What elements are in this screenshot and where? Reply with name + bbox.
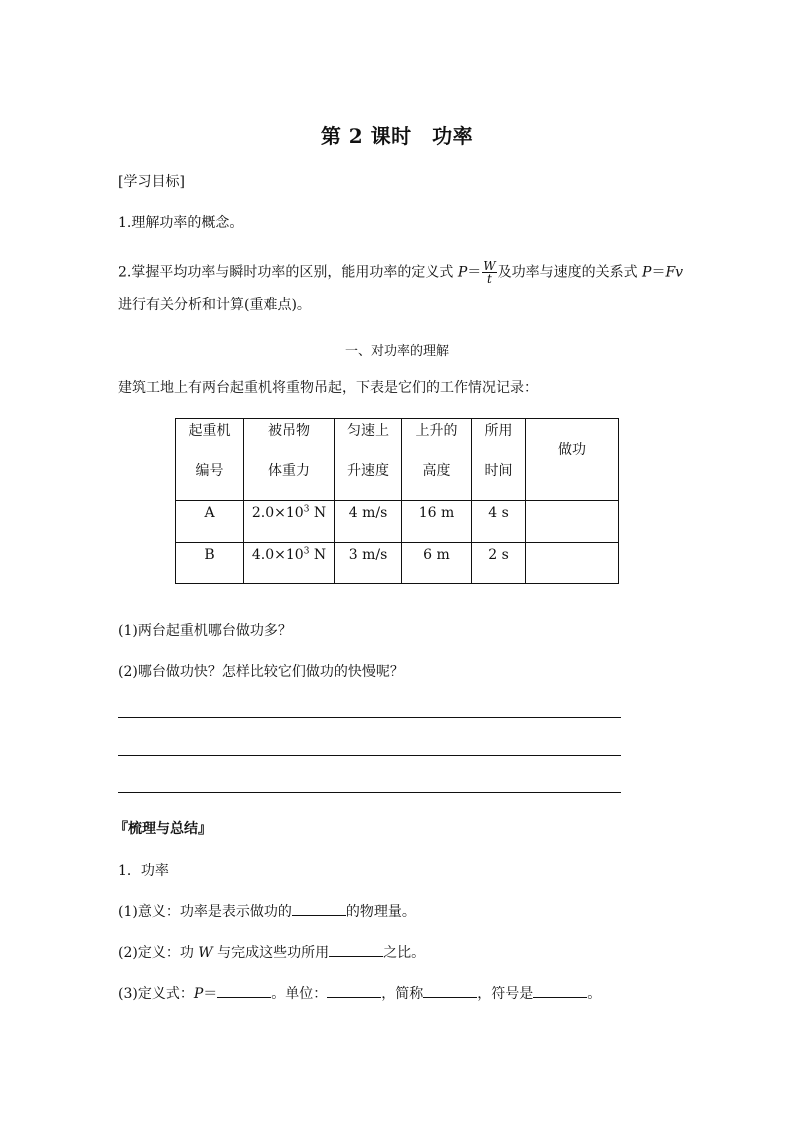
crane-table [175, 418, 619, 584]
question-2: (2)哪台做功快？怎样比较它们做功的快慢呢？ [118, 664, 404, 680]
header-crane-id: 起重机 编号 [176, 419, 244, 501]
fill-blank[interactable] [329, 942, 383, 957]
cell-work [526, 543, 619, 584]
summary-definition: (2)定义：功 W 与完成这些功所用 之比。 [118, 942, 425, 963]
answer-line[interactable] [118, 755, 621, 756]
objective-2-text-b: 及功率与速度的关系式 [497, 264, 643, 281]
cell-time: 4 s [472, 501, 526, 543]
cell-work [526, 501, 619, 543]
cell-weight: $4.0\times 10^3$ N [244, 543, 335, 584]
formula-fv: Fv [665, 264, 684, 281]
summary-item-power: 1．功率 [118, 863, 169, 879]
summary-formula: (3)定义式：P＝ 。单位： ，简称 ，符号是 。 [118, 983, 601, 1004]
fill-blank[interactable] [217, 983, 271, 998]
question-1: (1)两台起重机哪台做功多？ [118, 623, 292, 639]
summary-meaning: (1)意义：功率是表示做功的 的物理量。 [118, 901, 416, 922]
formula-eq: ＝ [467, 264, 482, 281]
cell-height: 6 m [402, 543, 472, 584]
fill-blank[interactable] [327, 983, 381, 998]
header-height: 上升的 高度 [402, 419, 472, 501]
fill-blank[interactable] [423, 983, 477, 998]
cell-id: B [176, 543, 244, 584]
formula-p2: P [642, 264, 652, 281]
fill-blank[interactable] [533, 983, 587, 998]
objective-1: 1.理解功率的概念。 [118, 215, 244, 231]
intro-text: 建筑工地上有两台起重机将重物吊起，下表是它们的工作情况记录： [118, 380, 538, 396]
fraction-denominator: t [486, 272, 492, 286]
fill-blank[interactable] [292, 901, 346, 916]
table-row [176, 501, 619, 543]
table-row [176, 543, 619, 584]
cell-speed: 3 m/s [335, 543, 402, 584]
cell-weight: $2.0\times 10^3$ N [244, 501, 335, 543]
answer-line[interactable] [118, 717, 621, 718]
cell-speed: 4 m/s [335, 501, 402, 543]
page-title: 第 2 课时 功率 [320, 124, 474, 148]
objective-2-line-2: 进行有关分析和计算(重难点)。 [118, 297, 311, 313]
objective-2 [118, 260, 683, 285]
formula-fraction [482, 260, 496, 285]
cell-time: 2 s [472, 543, 526, 584]
table-header-row [176, 419, 619, 501]
cell-id: A [176, 501, 244, 543]
header-speed: 匀速上 升速度 [335, 419, 402, 501]
section-heading: 一、对功率的理解 [344, 344, 449, 359]
formula-p: P [457, 264, 468, 281]
summary-heading: 『梳理与总结』 [114, 821, 212, 837]
fraction-numerator: W [483, 259, 496, 273]
formula-eq2: ＝ [651, 264, 666, 281]
answer-line[interactable] [118, 792, 621, 793]
objectives-header: [学习目标] [118, 174, 185, 190]
header-work: 做功 [526, 419, 619, 501]
cell-height: 16 m [402, 501, 472, 543]
objective-2-text-a: 2.掌握平均功率与瞬时功率的区别，能用功率的定义式 [118, 264, 458, 281]
header-time: 所用 时间 [472, 419, 526, 501]
header-weight: 被吊物 体重力 [244, 419, 335, 501]
